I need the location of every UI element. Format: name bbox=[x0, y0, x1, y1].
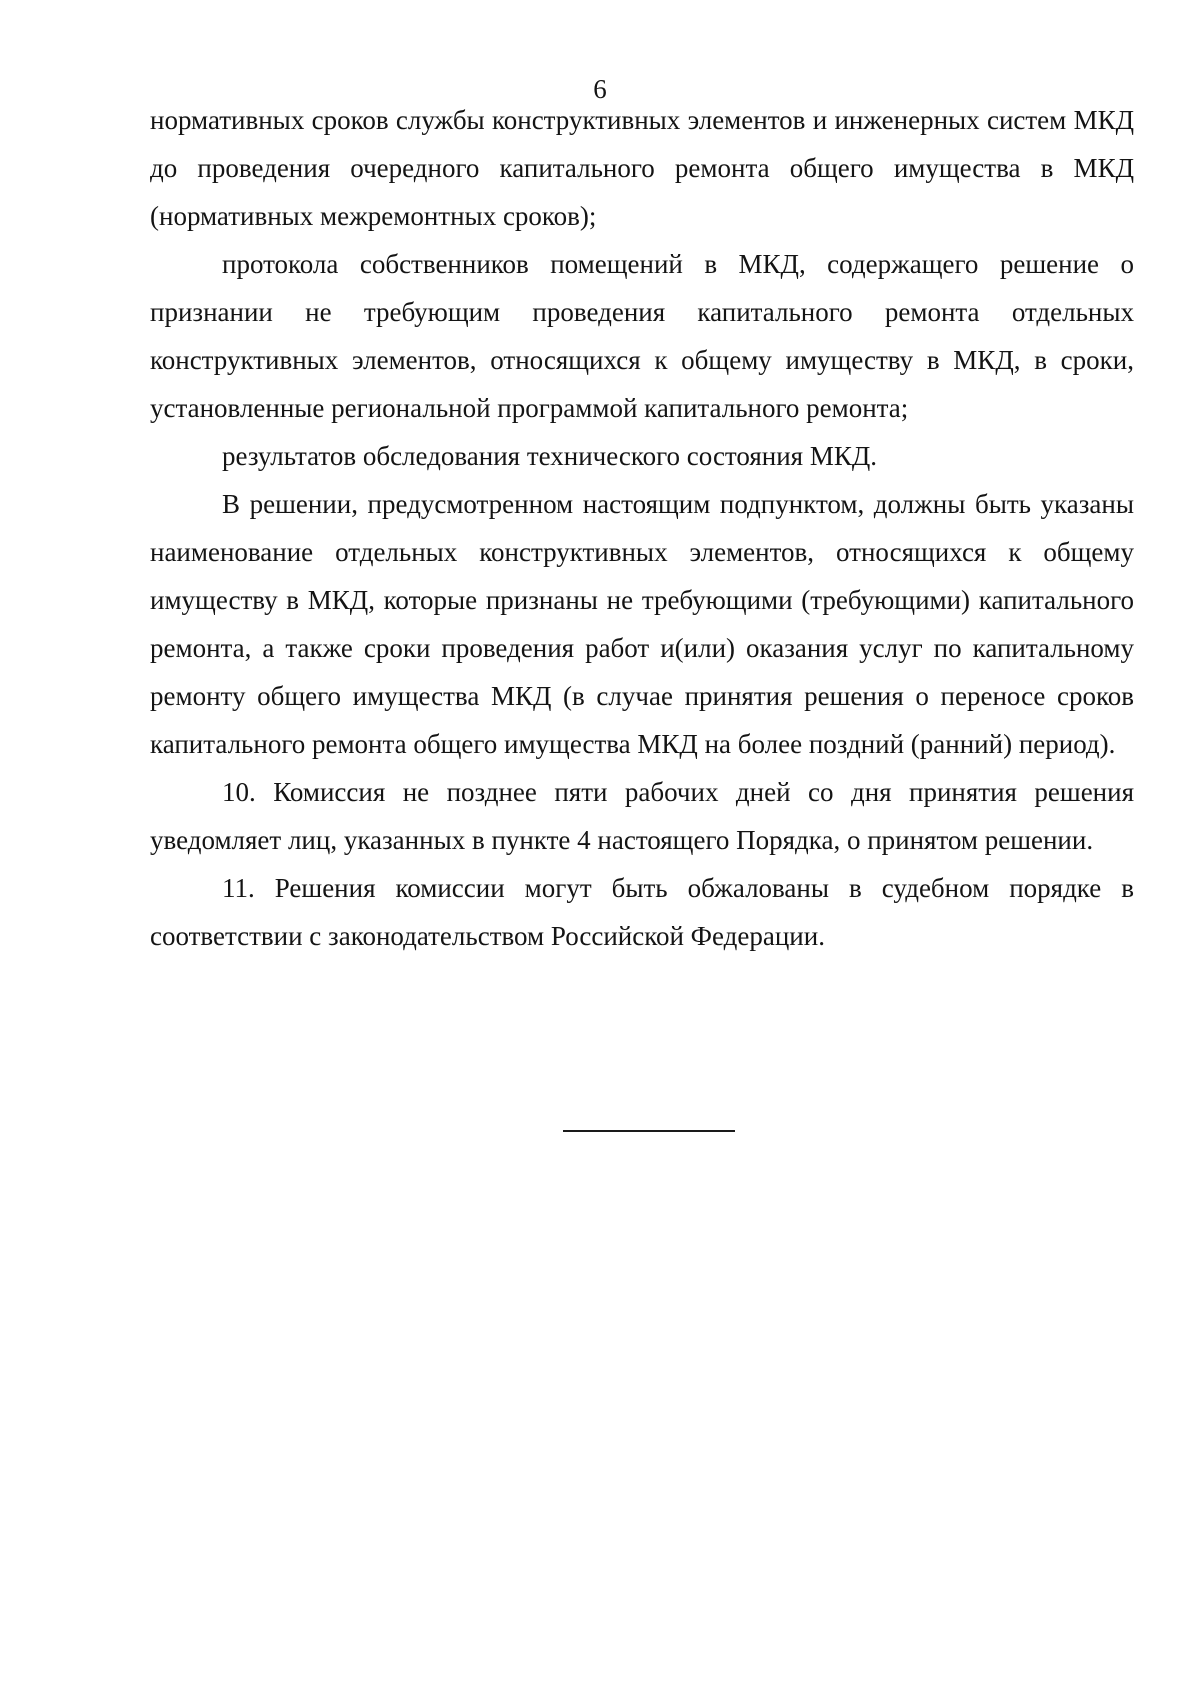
paragraph-item-11: 11. Решения комиссии могут быть обжалованы в судебном порядке в соответствии с законодательством Российской Федерации. bbox=[150, 873, 1134, 951]
paragraph-continuation: нормативных сроков службы конструктивных элементов и инженерных систем МКД до проведения очередного капитального ремонта общего имущества в МКД (нормативных межремонтных сроков); bbox=[150, 105, 1134, 231]
paragraph-survey-results: результатов обследования технического состояния МКД. bbox=[222, 441, 878, 471]
paragraph-decision-contents: В решении, предусмотренном настоящим подпунктом, должны быть указаны наименование отдельных конструктивных элементов, относящихся к общему имуществу в МКД, которые признаны не требующими (требующими) капитального ремонта, а также сроки проведения работ и(или) оказания услуг по капитальному ремонту общего имущества МКД (в случае принятия решения о переносе сроков капитального ремонта общего имущества МКД на более поздний (ранний) период). bbox=[150, 489, 1134, 759]
paragraph-item-10: 10. Комиссия не позднее пяти рабочих дней со дня принятия решения уведомляет лиц, указанных в пункте 4 настоящего Порядка, о принятом решении. bbox=[150, 777, 1134, 855]
document-body bbox=[150, 96, 1134, 960]
end-of-document-rule bbox=[563, 1130, 735, 1132]
paragraph-protocol: протокола собственников помещений в МКД, содержащего решение о признании не требующим проведения капитального ремонта отдельных конструктивных элементов, относящихся к общему имуществу в МКД, в сроки, установленные региональной программой капитального ремонта; bbox=[150, 249, 1134, 423]
page-number: 6 bbox=[593, 74, 607, 104]
